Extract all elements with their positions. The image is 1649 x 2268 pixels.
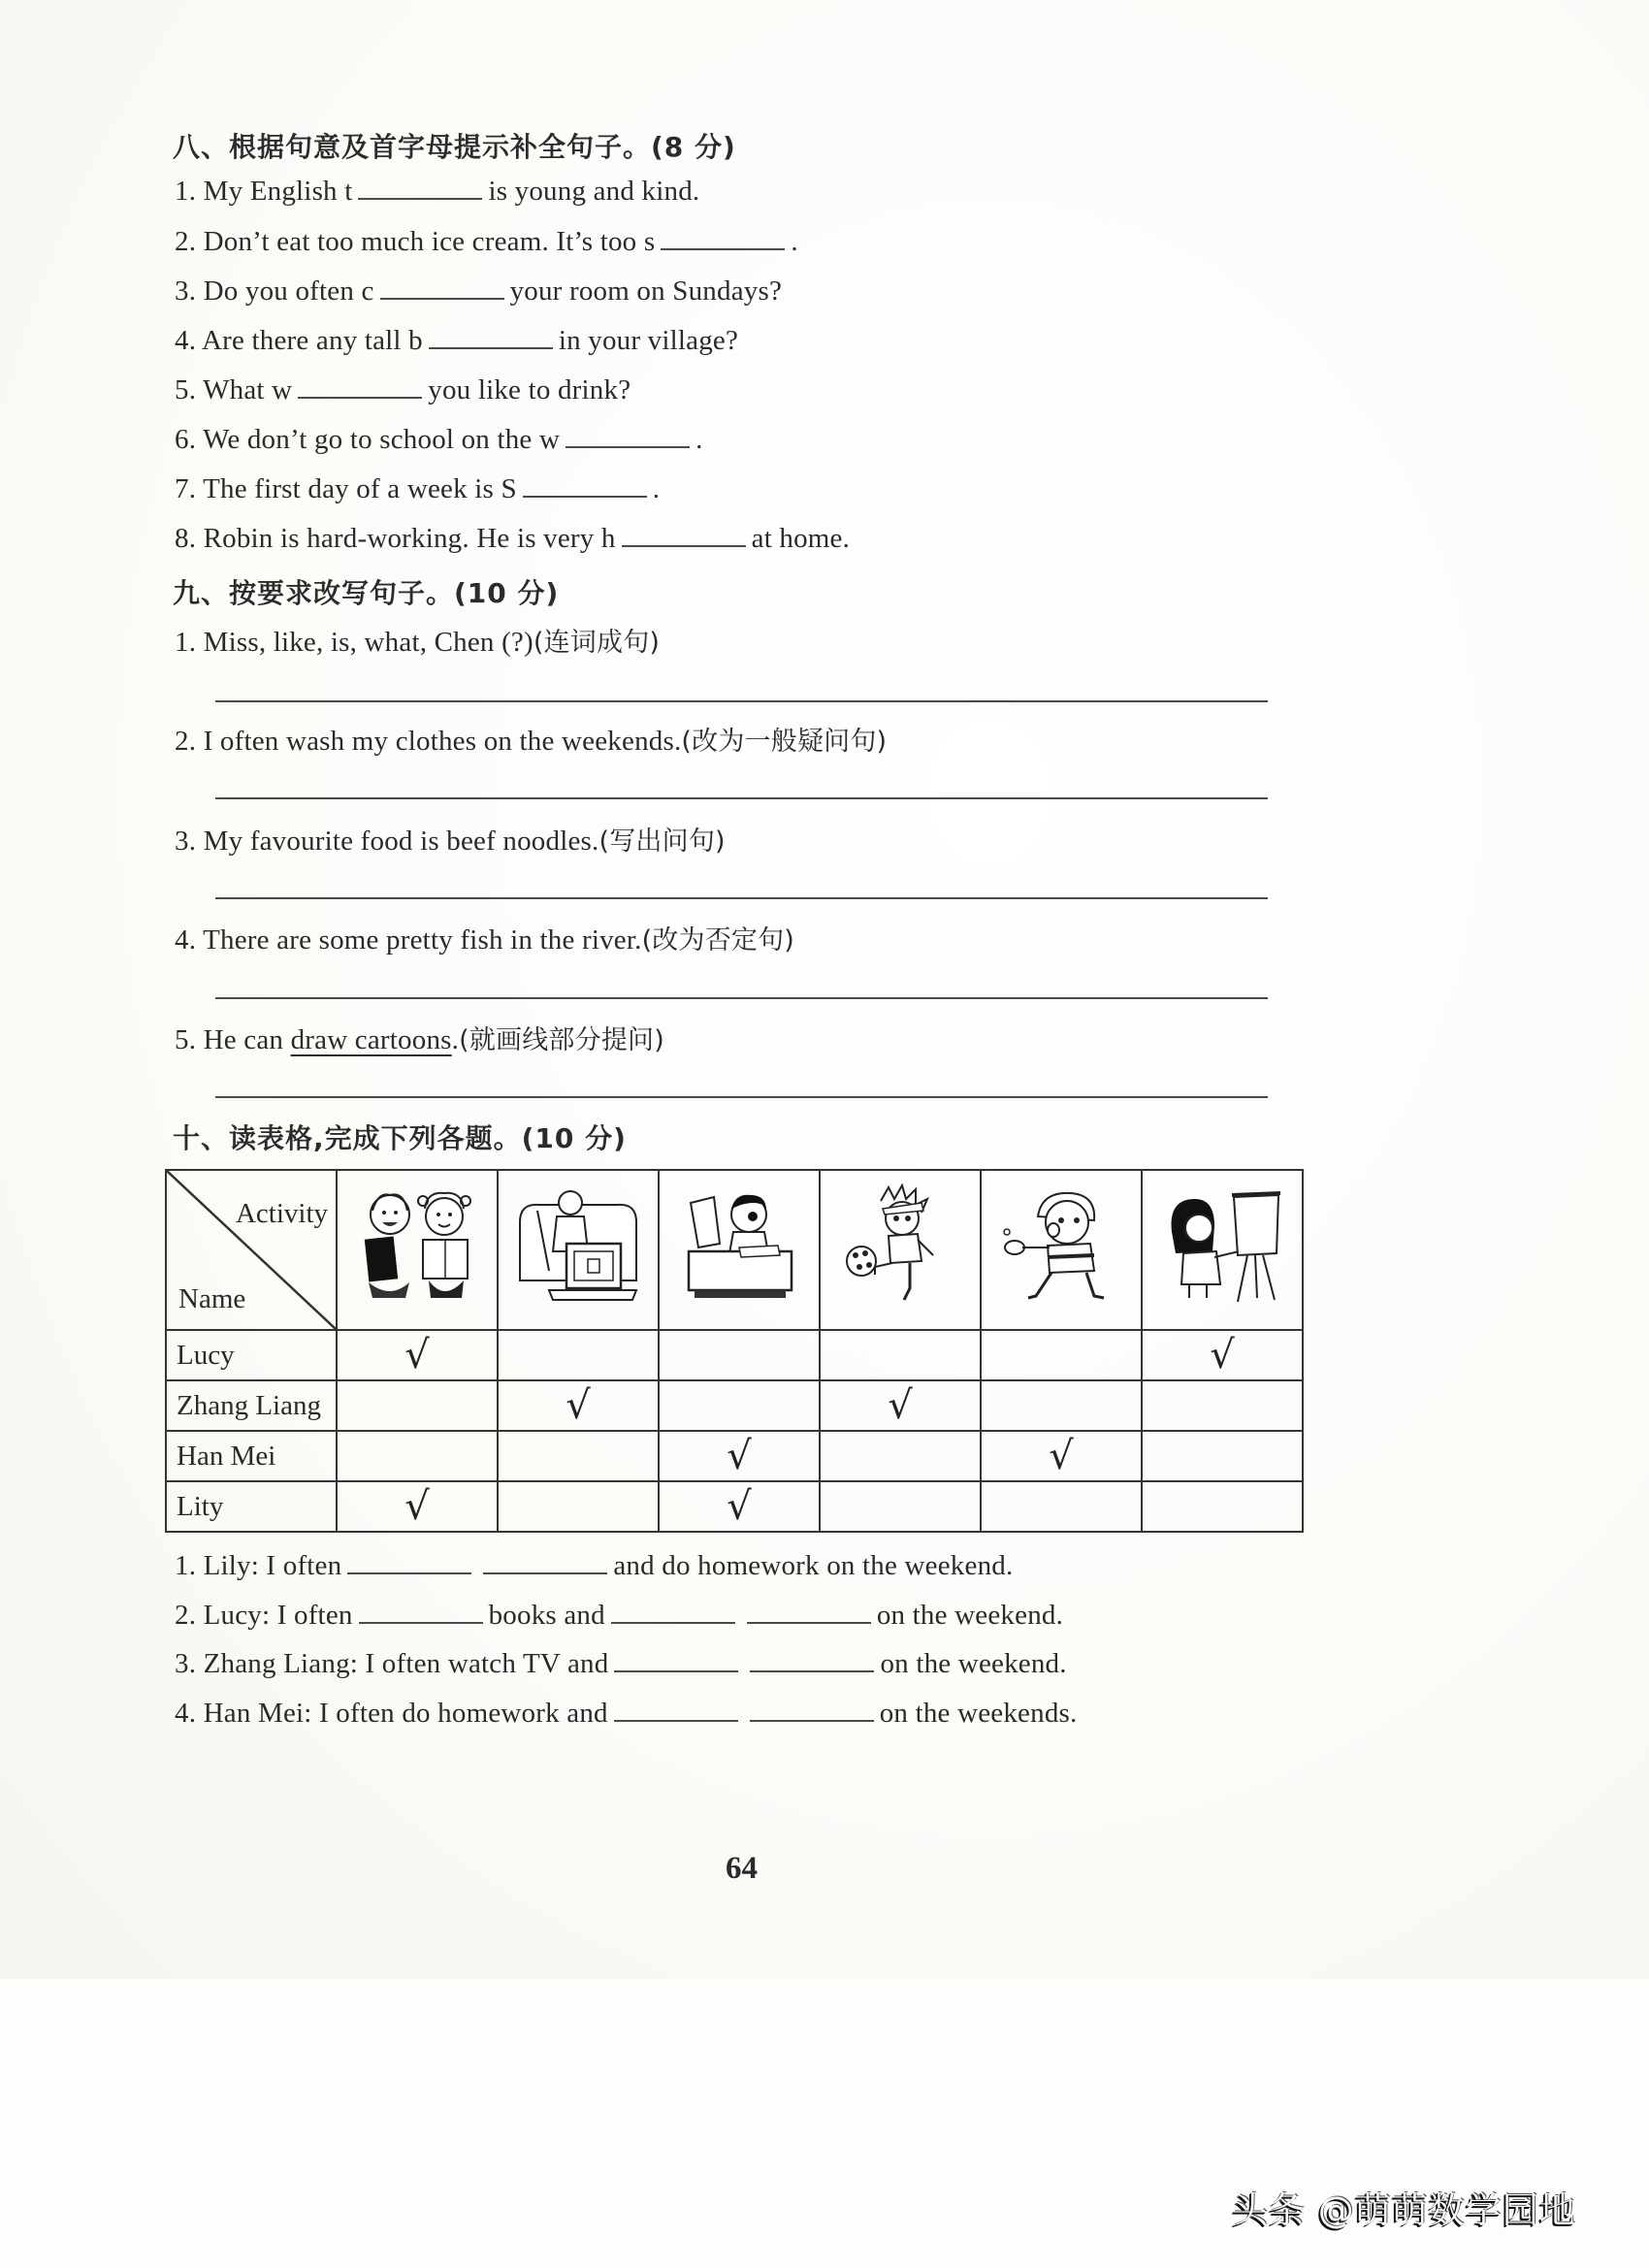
- answer-blank[interactable]: [347, 1549, 471, 1574]
- doing-homework-icon: [671, 1183, 807, 1310]
- s9-item-3: 3. My favourite food is beef noodles.(写出问句): [175, 826, 726, 857]
- answer-blank[interactable]: [358, 175, 482, 200]
- answer-blank[interactable]: [566, 423, 690, 448]
- s9-item-4: 4. There are some pretty fish in the river.(改为否定句): [175, 924, 795, 956]
- check-cell: [981, 1481, 1142, 1532]
- table-row: [166, 1330, 1303, 1380]
- check-cell: [820, 1431, 981, 1481]
- kids-reading-icon: [349, 1183, 485, 1310]
- s8-item-7: 7. The first day of a week is S .: [175, 473, 661, 504]
- s8-item-8: 8. Robin is hard-working. He is very h at home.: [175, 523, 851, 554]
- check-cell: [659, 1481, 820, 1532]
- checkmark-icon: √: [566, 1382, 591, 1428]
- activity-do-homework: [659, 1170, 820, 1330]
- activity-play-ping-pong: [981, 1170, 1142, 1330]
- s8-item-1: 1. My English t is young and kind.: [175, 176, 700, 207]
- activity-table: [165, 1169, 1304, 1533]
- s8-item-5: 5. What w you like to drink?: [175, 374, 631, 405]
- activity-play-football: [820, 1170, 981, 1330]
- activity-draw-pictures: [1142, 1170, 1303, 1330]
- answer-blank[interactable]: [359, 1599, 483, 1624]
- checkmark-icon: √: [727, 1483, 752, 1529]
- s10-question-4: 4. Han Mei: I often do homework and on the weekends.: [175, 1698, 1078, 1729]
- answer-line-4[interactable]: [215, 997, 1268, 999]
- row-name: Zhang Liang: [166, 1380, 337, 1431]
- activity-watch-tv: [498, 1170, 659, 1330]
- s10-question-1: 1. Lily: I often and do homework on the weekend.: [175, 1550, 1014, 1581]
- checkmark-icon: √: [404, 1483, 430, 1529]
- check-cell: [1142, 1330, 1303, 1380]
- row-name: Lity: [166, 1481, 337, 1532]
- answer-blank[interactable]: [523, 472, 647, 498]
- row-name: Lucy: [166, 1330, 337, 1380]
- answer-blank[interactable]: [614, 1697, 738, 1722]
- s8-item-4: 4. Are there any tall b in your village?: [175, 325, 739, 356]
- answer-blank[interactable]: [622, 522, 746, 547]
- answer-line-1[interactable]: [215, 700, 1268, 702]
- check-cell: [498, 1330, 659, 1380]
- playing-ping-pong-icon: [993, 1183, 1129, 1310]
- check-cell: [659, 1431, 820, 1481]
- check-cell: [337, 1330, 498, 1380]
- check-cell: [981, 1330, 1142, 1380]
- check-cell: [498, 1380, 659, 1431]
- answer-line-3[interactable]: [215, 897, 1268, 899]
- check-cell: [337, 1380, 498, 1431]
- section-9-title: 九、按要求改写句子。(10 分): [173, 577, 560, 609]
- page-number: 64: [726, 1851, 758, 1886]
- watching-tv-icon: [510, 1183, 646, 1310]
- check-cell: [659, 1330, 820, 1380]
- watermark: 头条 @萌萌数学园地: [1232, 2189, 1576, 2231]
- table-row: [166, 1481, 1303, 1532]
- check-cell: [659, 1380, 820, 1431]
- checkmark-icon: √: [1049, 1433, 1074, 1478]
- checkmark-icon: √: [727, 1433, 752, 1478]
- check-cell: [337, 1431, 498, 1481]
- s8-item-3: 3. Do you often c your room on Sundays?: [175, 275, 783, 307]
- check-cell: [820, 1330, 981, 1380]
- answer-blank[interactable]: [661, 225, 785, 250]
- answer-line-2[interactable]: [215, 797, 1268, 799]
- section-10-title: 十、读表格,完成下列各题。(10 分): [173, 1122, 627, 1154]
- answer-blank[interactable]: [380, 275, 504, 300]
- section-8-title: 八、根据句意及首字母提示补全句子。(8 分): [173, 131, 736, 163]
- s8-item-2: 2. Don’t eat too much ice cream. It’s too s .: [175, 226, 798, 257]
- s9-item-2: 2. I often wash my clothes on the weekends.(改为一般疑问句): [175, 726, 888, 757]
- check-cell: [981, 1380, 1142, 1431]
- s10-question-2: 2. Lucy: I often books and on the weekend.: [175, 1600, 1064, 1631]
- check-cell: [498, 1431, 659, 1481]
- check-cell: [820, 1481, 981, 1532]
- activity-read-books: [337, 1170, 498, 1330]
- row-name: Han Mei: [166, 1431, 337, 1481]
- checkmark-icon: √: [1210, 1332, 1235, 1377]
- answer-line-5[interactable]: [215, 1096, 1268, 1098]
- s9-item-5: 5. He can draw cartoons.(就画线部分提问): [175, 1024, 664, 1055]
- answer-blank[interactable]: [747, 1599, 871, 1624]
- s10-question-3: 3. Zhang Liang: I often watch TV and on the weekend.: [175, 1648, 1067, 1679]
- underlined-phrase: draw cartoons: [290, 1024, 452, 1055]
- check-cell: [1142, 1481, 1303, 1532]
- answer-blank[interactable]: [611, 1599, 735, 1624]
- s9-item-1: 1. Miss, like, is, what, Chen (?)(连词成句): [175, 627, 661, 658]
- answer-blank[interactable]: [298, 373, 422, 399]
- table-header-row: [166, 1170, 1303, 1330]
- header-corner-cell: Activity Name: [166, 1170, 337, 1330]
- answer-blank[interactable]: [614, 1647, 738, 1672]
- check-cell: [820, 1380, 981, 1431]
- check-cell: [498, 1481, 659, 1532]
- checkmark-icon: √: [404, 1332, 430, 1377]
- drawing-picture-icon: [1154, 1183, 1290, 1310]
- answer-blank[interactable]: [429, 324, 553, 349]
- playing-football-icon: [832, 1183, 968, 1310]
- answer-blank[interactable]: [750, 1647, 874, 1672]
- answer-blank[interactable]: [483, 1549, 607, 1574]
- check-cell: [981, 1431, 1142, 1481]
- check-cell: [337, 1481, 498, 1532]
- table-row: [166, 1380, 1303, 1431]
- check-cell: [1142, 1380, 1303, 1431]
- table-row: [166, 1431, 1303, 1481]
- checkmark-icon: √: [888, 1382, 913, 1428]
- s8-item-6: 6. We don’t go to school on the w .: [175, 424, 703, 455]
- check-cell: [1142, 1431, 1303, 1481]
- answer-blank[interactable]: [750, 1697, 874, 1722]
